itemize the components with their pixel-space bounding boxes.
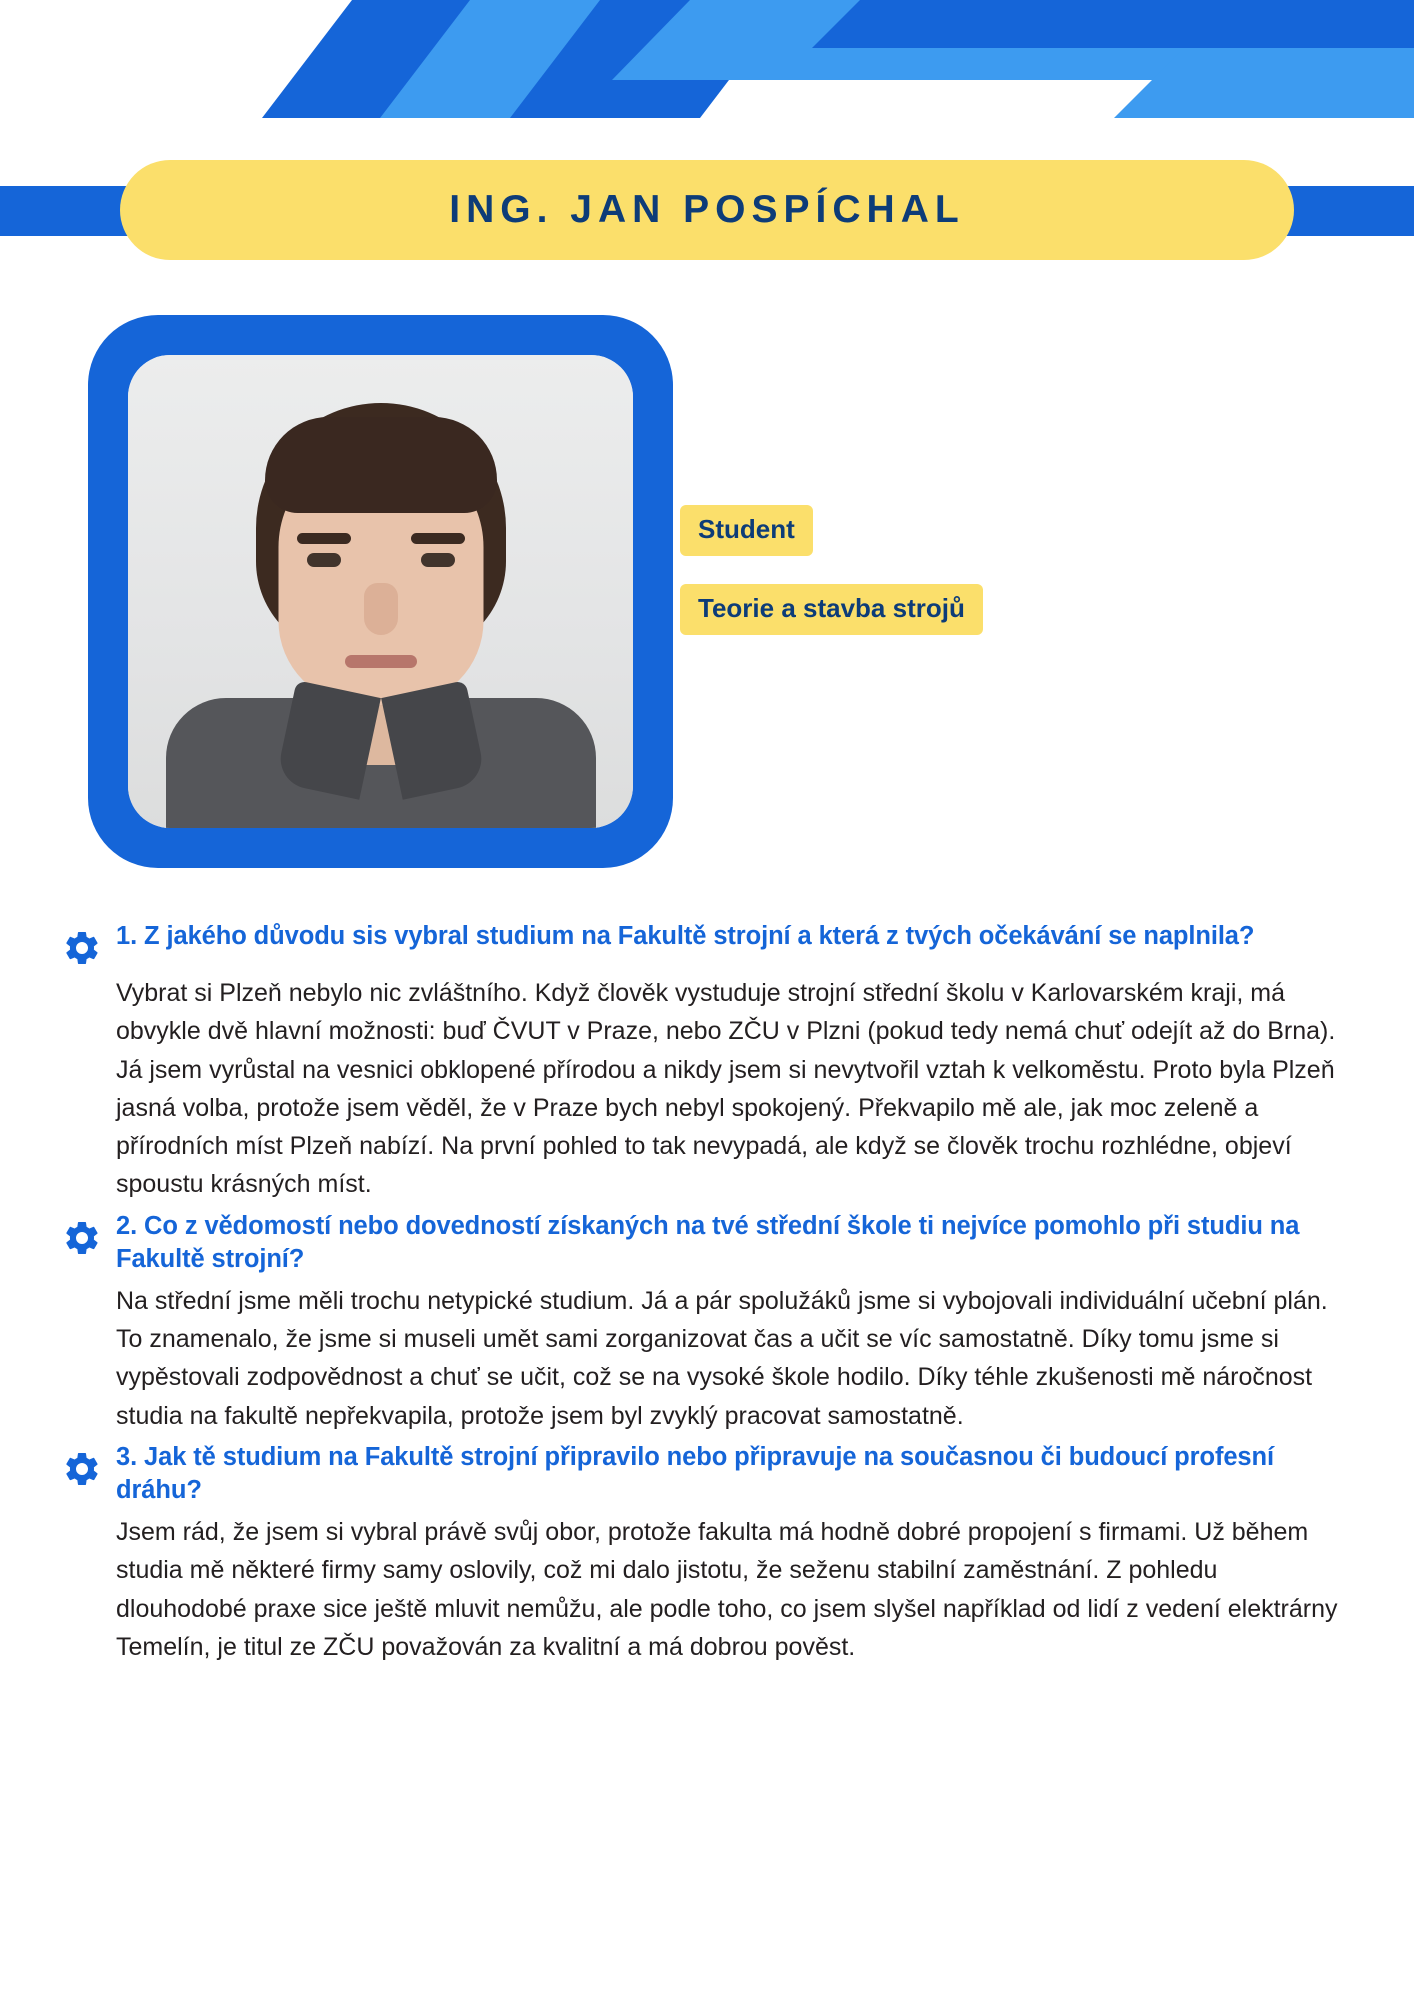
question-text: 1. Z jakého důvodu sis vybral studium na Fakultě strojní a která z tvých očekávání se naplnila? <box>116 922 1255 950</box>
qa-item <box>62 920 1352 1204</box>
gear-icon <box>62 928 102 968</box>
tag-field: Teorie a stavba strojů <box>680 584 983 635</box>
gear-icon <box>62 1449 102 1489</box>
portrait-frame <box>88 315 673 868</box>
question-row <box>62 1441 1352 1507</box>
portrait-eye-left <box>307 553 341 567</box>
portrait-brow-right <box>411 533 465 544</box>
answer-text: Na střední jsme měli trochu netypické studium. Já a pár spolužáků jsme si vybojovali individuální učební plán. To znamenalo, že jsme si museli umět sami zorganizovat čas a učit se víc samostatně. Díky tomu jsme si vypěstovali zodpovědnost a chuť se učit, což se na vysoké škole hodilo. Díky téhle zkušenosti mě náročnost studia na fakultě nepřekvapila, protože jsem byl zvyklý pracovat samostatně. <box>116 1286 1328 1430</box>
portrait-nose <box>364 583 398 635</box>
question-row <box>62 920 1352 968</box>
answer-text: Jsem rád, že jsem si vybral právě svůj obor, protože fakulta má hodně dobré propojení s firmami. Už během studia mě některé firmy samy oslovily, což mi dalo jistotu, že seženu stabilní zaměstnání. Z pohledu dlouhodobé praxe sice ještě mluvit nemůžu, ale podle toho, co jsem slyšel například od lidí z vedení elektrárny Temelín, je titul ze ZČU považován za kvalitní a má dobrou pověst. <box>116 1518 1338 1661</box>
portrait-mouth <box>345 655 417 668</box>
answer-text: Vybrat si Plzeň nebylo nic zvláštního. Když člověk vystuduje strojní střední školu v Karlovarském kraji, má obvykle dvě hlavní možnosti: buď ČVUT v Praze, nebo ZČU v Plzni (pokud tedy nemá chuť odejít až do Brna). Já jsem vyrůstal na vesnici obklopené přírodou a nikdy jsem si nevytvořil vztah k velkoměstu. Proto byla Plzeň jasná volba, protože jsem věděl, že v Praze bych nebyl spokojený. Překvapilo mě ale, jak moc zeleně a přírodních míst Plzeň nabízí. Na první pohled to tak nevypadá, ale když se člověk trochu rozhlédne, objeví spoustu krásných míst. <box>116 979 1336 1199</box>
gear-icon <box>62 1218 102 1258</box>
portrait-eye-right <box>421 553 455 567</box>
name-plate <box>120 160 1294 260</box>
tag-role: Student <box>680 505 813 556</box>
page-title: ING. JAN POSPÍCHAL <box>449 188 965 231</box>
qa-section <box>62 920 1352 1672</box>
top-decorative-banner <box>0 0 1414 118</box>
question-text: 3. Jak tě studium na Fakultě strojní připravilo nebo připravuje na současnou či budoucí profesní dráhu? <box>116 1442 1274 1504</box>
portrait-photo <box>128 355 633 828</box>
profile-tags <box>680 505 1280 635</box>
portrait-hair-front <box>265 417 497 513</box>
banner-shapes <box>0 0 1414 118</box>
question-text: 2. Co z vědomostí nebo dovedností získaných na tvé střední škole ti nejvíce pomohlo při studiu na Fakultě strojní? <box>116 1211 1300 1273</box>
question-row <box>62 1210 1352 1276</box>
qa-item <box>62 1210 1352 1435</box>
portrait-brow-left <box>297 533 351 544</box>
qa-item <box>62 1441 1352 1666</box>
name-banner <box>0 160 1414 260</box>
